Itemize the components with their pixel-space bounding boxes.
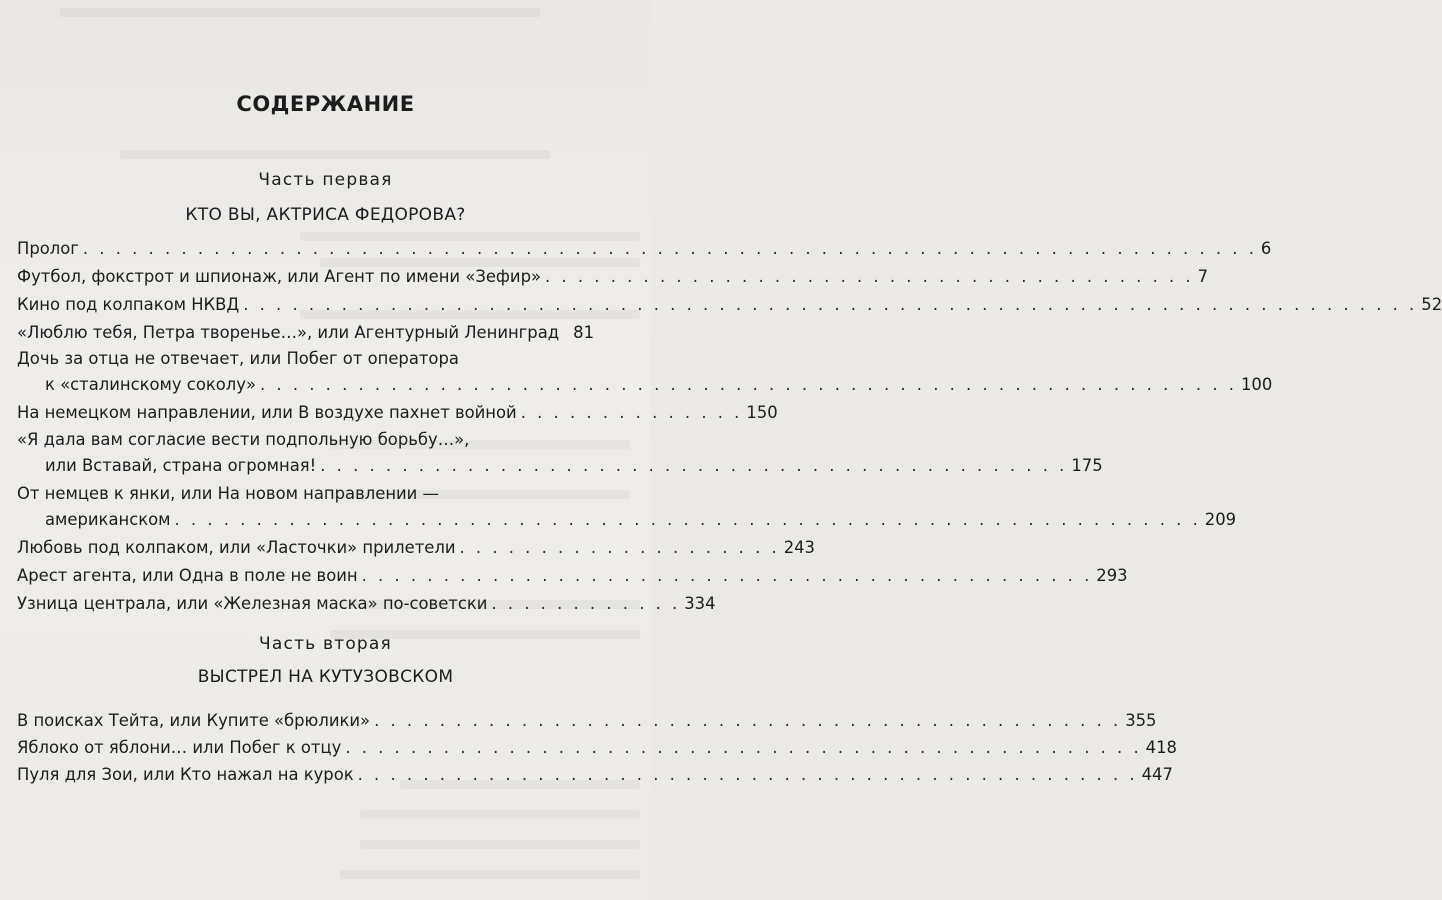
entry-title: Пролог [17,239,79,258]
entry-title: Дочь за отца не отвечает, или Побег от оператора [17,349,459,368]
dot-leader: . . . . . . . . . . . . . . . . . . . . . . . . . . . . . . . . . . . . . . . . . . . . . . [374,711,1122,730]
entry-page: 209 [1204,510,1237,529]
entry-page: 447 [1141,765,1173,784]
toc-entry[interactable] [17,427,594,453]
dot-leader: . . . . . . . . . . . . . . . . . . . . . . . . . . . . . . . . . . . . . . . . . . . . . . . . . . . . . . . . . . . . . . . [174,510,1201,529]
toc-entry[interactable] [17,236,1272,262]
dot-leader: . . . . . . . . . . . . . . . . . . . . . . . . . . . . . . . . . . . . . . . . . . . . . . . . . [345,738,1142,757]
entry-page: 6 [1260,239,1272,258]
dot-leader: . . . . . . . . . . . . [491,594,681,613]
entry-page: 175 [1071,456,1103,475]
entry-title: Пуля для Зои, или Кто нажал на курок [17,765,354,784]
entry-page: 52 [1421,295,1442,314]
toc-entry[interactable] [17,320,594,346]
entry-title-continued: к «сталинскому соколу» [45,375,256,394]
dot-leader: . . . . . . . . . . . . . . . . . . . . . . . . . . . . . . . . . . . . . . . . . . . . . . . . . . . . . . . . . . . . . . . . . . . . . . . . [82,239,1257,258]
dot-leader: . . . . . . . . . . . . . . . . . . . . . . . . . . . . . . . . . . . . . . . . . . . . . [361,566,1093,585]
toc-entry[interactable] [17,292,1442,318]
entry-page: 334 [684,594,716,613]
toc-title: СОДЕРЖАНИЕ [236,92,415,116]
entry-title: «Я дала вам согласие вести подпольную борьбу…», [17,430,470,449]
entry-page: 293 [1096,566,1128,585]
toc-entry[interactable] [17,535,815,561]
entry-title: «Люблю тебя, Петра творенье…», или Агентурный Ленинград [17,323,560,342]
entry-title: Футбол, фокстрот и шпионаж, или Агент по имени «Зефир» [17,267,542,286]
toc-entry-continued[interactable] [45,372,1273,398]
toc-entry[interactable] [17,400,778,426]
toc-entry[interactable] [17,481,594,507]
entry-page: 100 [1241,375,1273,394]
dot-leader: . . . . . . . . . . . . . . . . . . . . . . . . . . . . . . . . . . . . . . . . . . . . . . . . . . . . . . . . . . . . [259,375,1237,394]
entry-page: 355 [1125,711,1157,730]
entry-title-continued: американском [45,510,171,529]
entry-title: Любовь под колпаком, или «Ласточки» прилетели [17,538,456,557]
toc-entry[interactable] [17,563,1128,589]
entry-title: В поисках Тейта, или Купите «брюлики» [17,711,371,730]
entry-page: 7 [1197,267,1209,286]
toc-entry[interactable] [17,264,1209,290]
dot-leader: . . . . . . . . . . . . . . [520,403,743,422]
dot-leader: . . . . . . . . . . . . . . . . . . . . . . . . . . . . . . . . . . . . . . . . . . . . . . . . [357,765,1138,784]
entry-page: 243 [783,538,815,557]
entry-page: 418 [1145,738,1177,757]
dot-leader: . . . . . . . . . . . . . . . . . . . . [459,538,780,557]
toc-entry[interactable] [17,591,716,617]
entry-title: Яблоко от яблони… или Побег к отцу [17,738,342,757]
entry-title: Узница централа, или «Железная маска» по-советски [17,594,488,613]
toc-entry[interactable] [17,708,1157,734]
entry-title: Кино под колпаком НКВД [17,295,240,314]
toc-entry[interactable] [17,735,1177,761]
toc-entry[interactable] [17,762,1173,788]
entry-page: 81 [573,323,594,342]
entry-title: На немецком направлении, или В воздухе пахнет войной [17,403,517,422]
part-2-label: Часть вторая [259,634,392,654]
toc-entry-continued[interactable] [45,507,1237,533]
part-1-title: КТО ВЫ, АКТРИСА ФЕДОРОВА? [185,205,466,225]
toc-entry[interactable] [17,346,594,372]
entry-title-continued: или Вставай, страна огромная! [45,456,317,475]
part-1-label: Часть первая [258,170,393,190]
toc-entry-continued[interactable] [45,453,1103,479]
dot-leader: . . . . . . . . . . . . . . . . . . . . . . . . . . . . . . . . . . . . . . . . [545,267,1194,286]
entry-page: 150 [746,403,778,422]
entry-title: От немцев к янки, или На новом направлении — [17,484,439,503]
dot-leader: . . . . . . . . . . . . . . . . . . . . . . . . . . . . . . . . . . . . . . . . . . . . . . . . . . . . . . . . . . . . . . . . . . . . . . . . [243,295,1418,314]
part-2-title: ВЫСТРЕЛ НА КУТУЗОВСКОМ [197,667,454,687]
entry-title: Арест агента, или Одна в поле не воин [17,566,358,585]
dot-leader: . . . . . . . . . . . . . . . . . . . . . . . . . . . . . . . . . . . . . . . . . . . . . . [320,456,1068,475]
